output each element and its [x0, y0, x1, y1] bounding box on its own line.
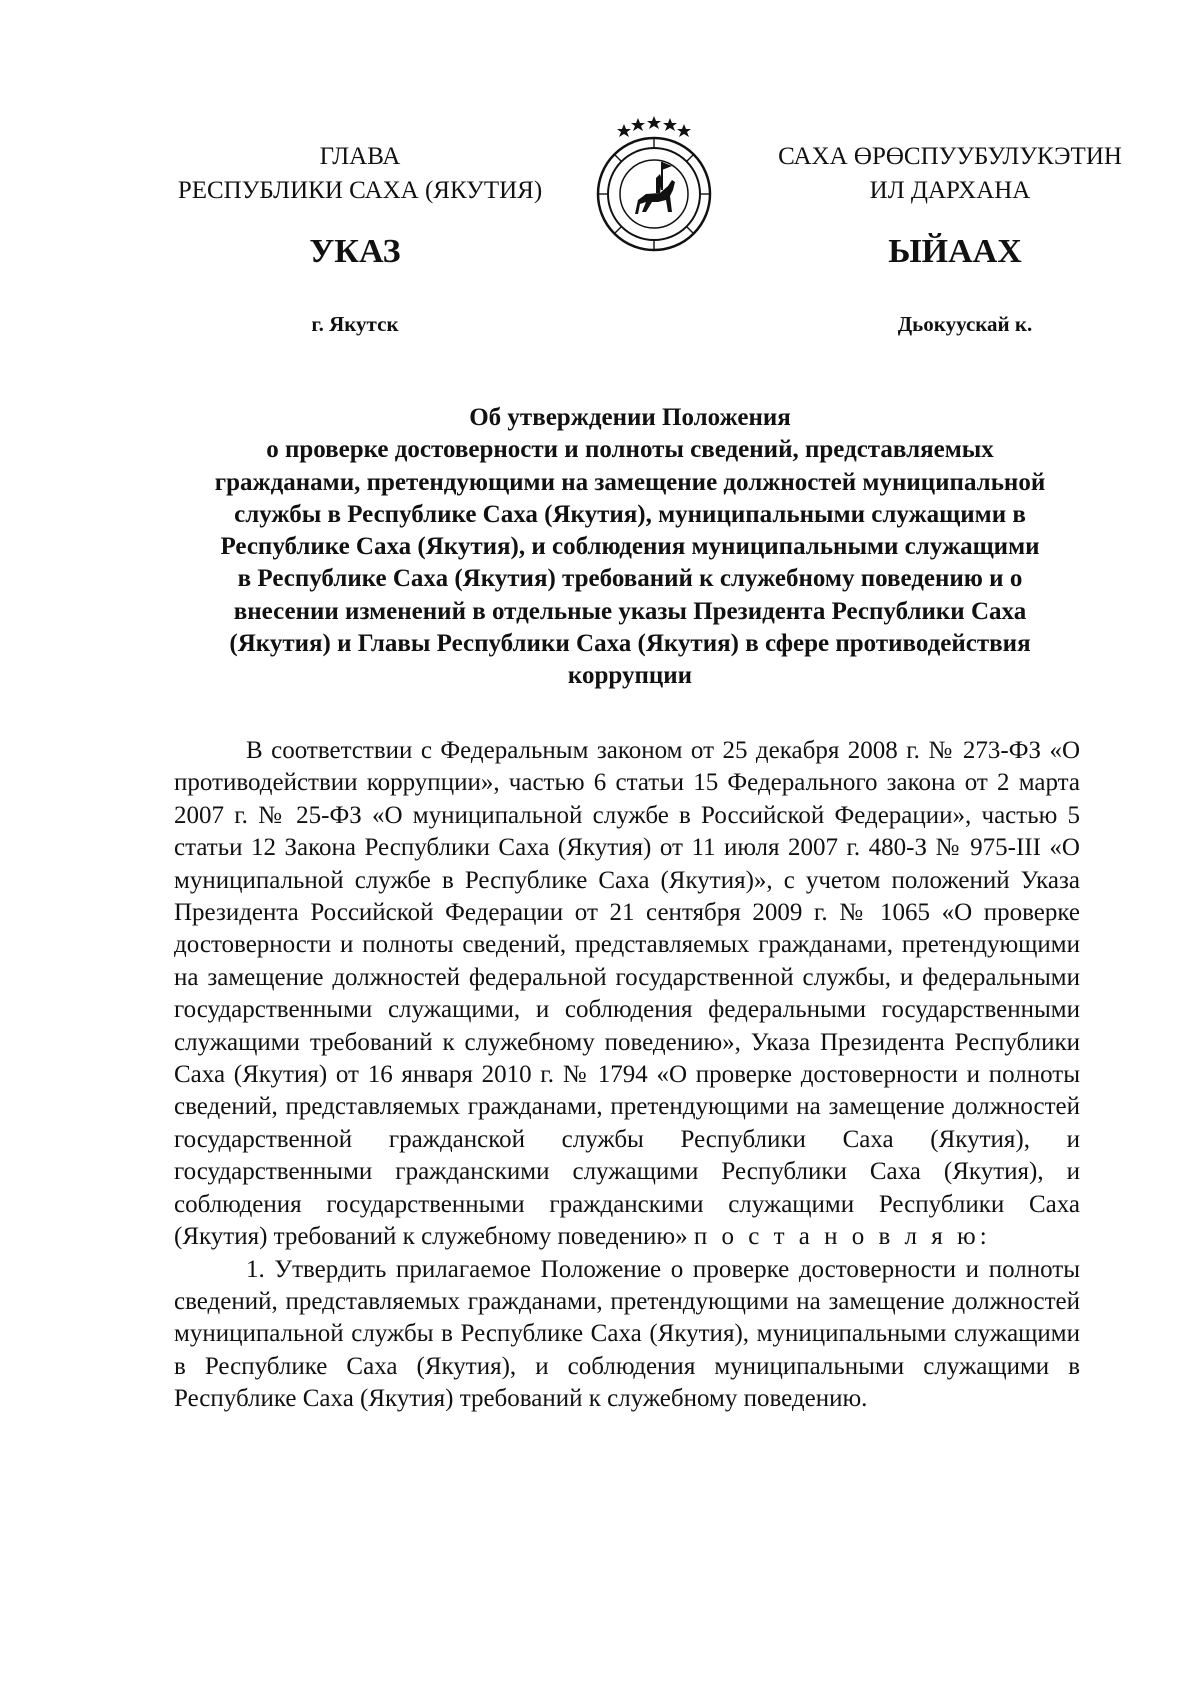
decree-word-yakut: ЫЙААХ [888, 233, 1022, 270]
item-1-paragraph: 1. Утвердить прилагаемое Положение о проверке достоверности и полноты сведений, представляемых гражданами, претендующими на замещение должностей муниципальной службы в Республике Саха (Якутия), муниципальными служащими в Республике Саха (Якутия), и соблюдения муниципальными служащими в Республике Саха (Якутия) требований к служебному поведению. [174, 1255, 1080, 1413]
header-right-line2: ИЛ ДАРХАНА [869, 177, 1031, 204]
title-line: гражданами, претендующими на замещение должностей муниципальной [214, 468, 1046, 496]
header-left-line2: РЕСПУБЛИКИ САХА (ЯКУТИЯ) [177, 177, 543, 204]
title-line: (Якутия) и Главы Республики Саха (Якутия) в сфере противодействия [229, 630, 1031, 658]
decree-body [174, 735, 1080, 1416]
decree-title [150, 402, 1110, 693]
title-line: в Республике Саха (Якутия) требований к служебному поведению и о [237, 565, 1023, 593]
preamble-text: В соответствии с Федеральным законом от 25 декабря 2008 г. № 273-ФЗ «О противодействии коррупции», частью 6 статьи 15 Федерального закона от 2 марта 2007 г. № 25-ФЗ «О муниципальной службе в Российской Федерации», частью 5 статьи 12 Закона Республики Саха (Якутия) от 11 июля 2007 г. 480-З № 975-III «О муниципальной службе в Республике Саха (Якутия)», с учетом положений Указа Президента Российской Федерации от 21 сентября 2009 г. № 1065 «О проверке достоверности и полноты сведений, представляемых гражданами, претендующими на замещение должностей федеральной государственной службы, и федеральными государственными служащими, и соблюдения федеральными государственными служащими требований к служебному поведению», Указа Президента Республики Саха (Якутия) от 16 января 2010 г. № 1794 «О проверке достоверности и полноты сведений, представляемых гражданами, претендующими на замещение должностей государственной гражданской службы Республики Саха (Якутия), и государственными гражданскими служащими Республики Саха (Якутия), и соблюдения государственными гражданскими служащими Республики Саха (Якутия) требований к служебному поведению» [174, 737, 1080, 1251]
city-russian: г. Якутск [311, 312, 399, 336]
header-right-line1: САХА ӨРӨСПУУБУЛУКЭТИН [778, 143, 1122, 170]
city-yakut: Дьокуускай к. [897, 312, 1033, 336]
title-line: о проверке достоверности и полноты сведений, представляемых [266, 436, 994, 464]
title-line: Об утверждении Положения [469, 404, 791, 431]
header-right-yakut [755, 140, 1145, 208]
preamble-paragraph [174, 735, 1080, 1254]
decree-word-russian: УКАЗ [309, 233, 401, 270]
title-line: внесении изменений в отдельные указы Президента Республики Саха [233, 597, 1027, 625]
header-left-line1: ГЛАВА [319, 143, 401, 170]
title-line: Республике Саха (Якутия), и соблюдения муниципальными служащими [220, 533, 1040, 561]
header-left-russian [150, 140, 570, 208]
title-line: коррупции [567, 662, 693, 690]
coat-of-arms-emblem-icon [580, 110, 728, 258]
title-line: службы в Республике Саха (Якутия), муниципальными служащими в [234, 500, 1026, 528]
decree-operative-word: п о с т а н о в л я ю: [693, 1223, 991, 1251]
